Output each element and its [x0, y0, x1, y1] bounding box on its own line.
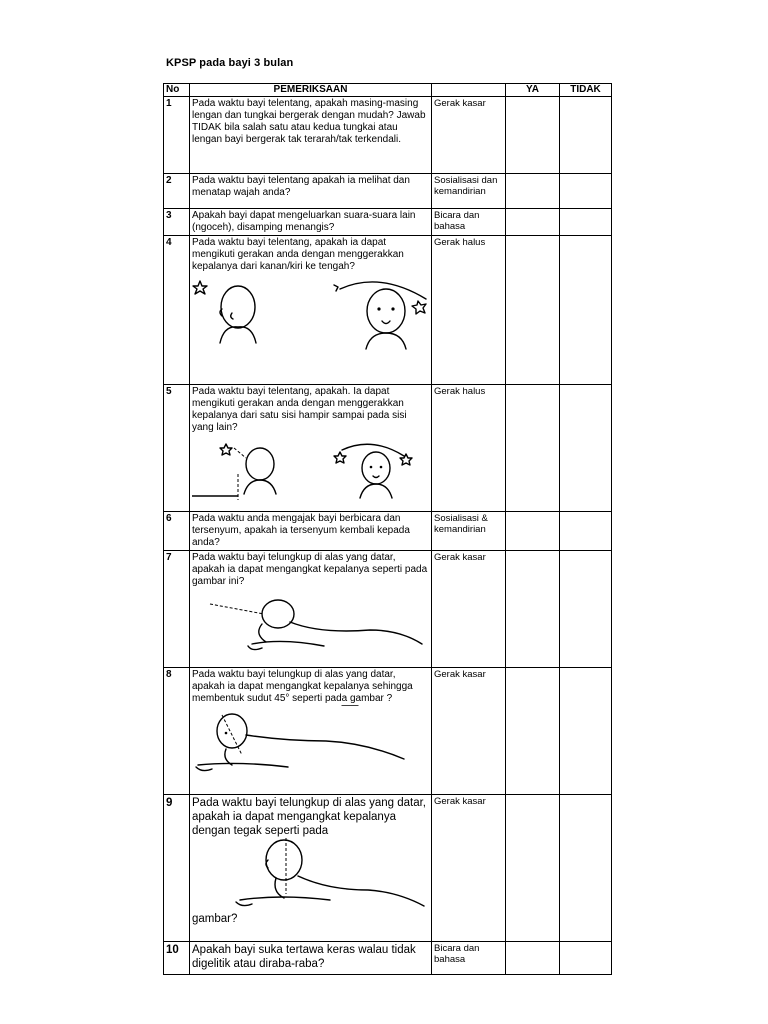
answer-no-cell[interactable] — [560, 97, 612, 174]
baby-prone-lift-illustration — [192, 588, 428, 660]
header-question: PEMERIKSAAN — [190, 84, 432, 97]
category-cell: Gerak kasar — [432, 551, 506, 668]
header-no-answer: TIDAK — [560, 84, 612, 97]
category-cell: Gerak halus — [432, 385, 506, 512]
table-header-row — [164, 84, 612, 97]
answer-yes-cell[interactable] — [506, 209, 560, 236]
row-number: 5 — [164, 385, 190, 512]
category-cell: Bicara dan bahasa — [432, 942, 506, 975]
category-cell: Gerak halus — [432, 236, 506, 385]
answer-no-cell[interactable] — [560, 551, 612, 668]
table-row — [164, 795, 612, 942]
category-cell: Gerak kasar — [432, 97, 506, 174]
answer-yes-cell[interactable] — [506, 795, 560, 942]
answer-no-cell[interactable] — [560, 174, 612, 209]
question-cell — [190, 668, 432, 795]
question-cell — [190, 385, 432, 512]
table-row — [164, 942, 612, 975]
question-cell — [190, 512, 432, 551]
category-cell: Sosialisasi & kemandirian — [432, 512, 506, 551]
row-number: 1 — [164, 97, 190, 174]
answer-yes-cell[interactable] — [506, 942, 560, 975]
answer-yes-cell[interactable] — [506, 551, 560, 668]
answer-yes-cell[interactable] — [506, 174, 560, 209]
header-yes: YA — [506, 84, 560, 97]
row-number: 2 — [164, 174, 190, 209]
question-text: Pada waktu bayi telentang, apakah. Ia dapat mengikuti gerakan anda dengan menggerakkan kepalanya dari satu sisi hampir sampai pada sisi yang lain? — [192, 386, 407, 433]
table-row — [164, 97, 612, 174]
category-cell: Gerak kasar — [432, 668, 506, 795]
question-cell — [190, 551, 432, 668]
question-text: Apakah bayi suka tertawa keras walau tidak digelitik atau diraba-raba? — [192, 944, 416, 970]
answer-yes-cell[interactable] — [506, 97, 560, 174]
baby-head-turn-illustration — [192, 273, 428, 357]
question-text: Apakah bayi dapat mengeluarkan suara-suara lain (ngoceh), disamping menangis? — [192, 210, 416, 233]
row-number: 4 — [164, 236, 190, 385]
question-text: Pada waktu bayi telentang, apakah ia dapat mengikuti gerakan anda dengan menggerakkan kepalanya dari kanan/kiri ke tengah? — [192, 237, 404, 272]
baby-head-follow-illustration — [192, 434, 428, 502]
table-row — [164, 209, 612, 236]
row-number: 8 — [164, 668, 190, 795]
question-text: Pada waktu bayi telungkup di alas yang datar, apakah ia dapat mengangkat kepalanya dengan tegak seperti pada — [192, 797, 426, 837]
question-text-tail: gambar? — [192, 913, 238, 925]
answer-yes-cell[interactable] — [506, 512, 560, 551]
table-row — [164, 512, 612, 551]
question-cell — [190, 942, 432, 975]
question-cell — [190, 236, 432, 385]
page-title: KPSP pada bayi 3 bulan — [166, 57, 294, 69]
table-row — [164, 174, 612, 209]
question-cell — [190, 795, 432, 942]
header-category — [432, 84, 506, 97]
answer-no-cell[interactable] — [560, 668, 612, 795]
answer-yes-cell[interactable] — [506, 385, 560, 512]
question-text: Pada waktu anda mengajak bayi berbicara dan tersenyum, apakah ia tersenyum kembali kepada anda? — [192, 513, 410, 548]
question-cell — [190, 209, 432, 236]
answer-no-cell[interactable] — [560, 236, 612, 385]
row-number: 3 — [164, 209, 190, 236]
table-row — [164, 668, 612, 795]
answer-no-cell[interactable] — [560, 209, 612, 236]
table-row — [164, 236, 612, 385]
question-cell — [190, 174, 432, 209]
category-cell: Bicara dan bahasa — [432, 209, 506, 236]
row-number: 10 — [164, 942, 190, 975]
answer-yes-cell[interactable] — [506, 668, 560, 795]
answer-no-cell[interactable] — [560, 795, 612, 942]
row-number: 9 — [164, 795, 190, 942]
baby-prone-45-illustration — [192, 705, 428, 775]
row-number: 7 — [164, 551, 190, 668]
question-text: Pada waktu bayi telungkup di alas yang datar, apakah ia dapat mengangkat kepalanya seperti pada gambar ini? — [192, 552, 428, 587]
question-cell — [190, 97, 432, 174]
table-row — [164, 385, 612, 512]
row-number: 6 — [164, 512, 190, 551]
answer-no-cell[interactable] — [560, 942, 612, 975]
table-row — [164, 551, 612, 668]
answer-no-cell[interactable] — [560, 512, 612, 551]
header-no: No — [164, 84, 190, 97]
answer-no-cell[interactable] — [560, 385, 612, 512]
question-text: Pada waktu bayi telentang apakah ia melihat dan menatap wajah anda? — [192, 175, 410, 198]
question-text: Pada waktu bayi telungkup di alas yang datar, apakah ia dapat mengangkat kepalanya sehingga membentuk sudut 45° seperti pada gambar ? — [192, 669, 413, 704]
kpsp-table — [163, 83, 612, 975]
answer-yes-cell[interactable] — [506, 236, 560, 385]
category-cell: Sosialisasi dan kemandirian — [432, 174, 506, 209]
category-cell: Gerak kasar — [432, 795, 506, 942]
question-text: Pada waktu bayi telentang, apakah masing-masing lengan dan tungkai bergerak dengan mudah? Jawab TIDAK bila salah satu atau kedua tungkai atau lengan bayi bergerak tak terarah/tak terkendali. — [192, 98, 426, 145]
baby-prone-upright-illustration — [192, 838, 428, 912]
